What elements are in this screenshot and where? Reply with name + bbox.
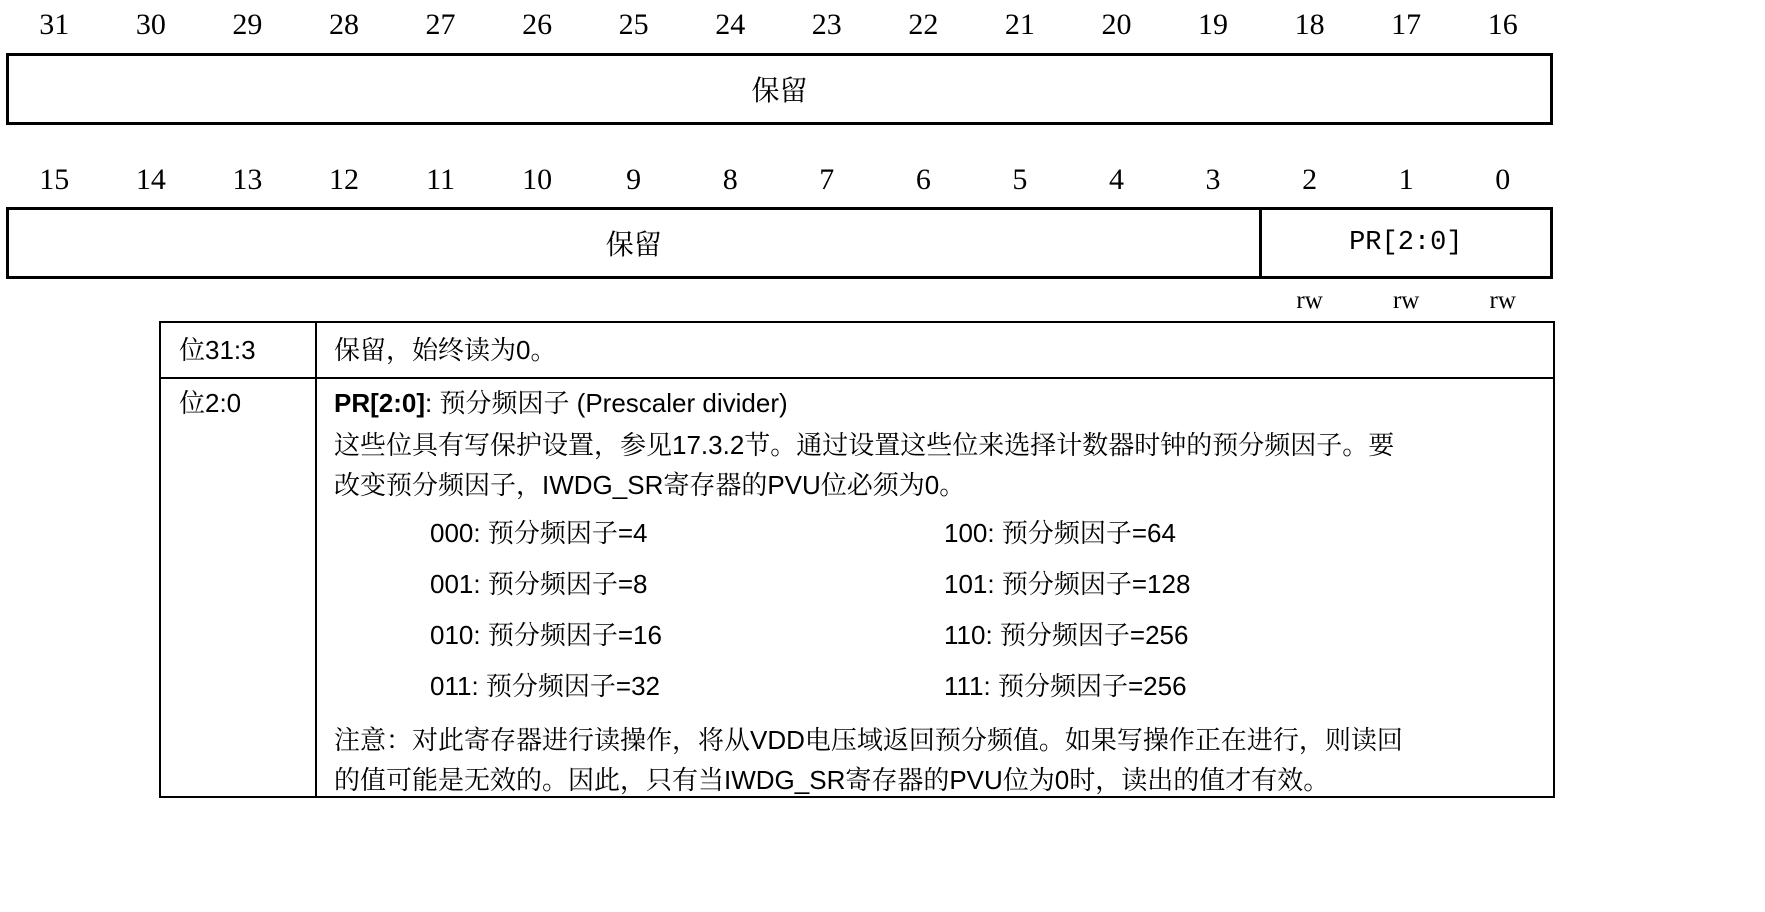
- option-code: 110: [944, 620, 986, 650]
- bit-number: 14: [135, 163, 166, 196]
- bit-number: 23: [811, 8, 842, 41]
- access-type: rw: [1489, 287, 1516, 314]
- bit-number: 9: [626, 163, 642, 196]
- bit-number: 31: [39, 8, 70, 41]
- table-row: [161, 323, 1553, 379]
- option-text: : 预分频因子=256: [983, 671, 1187, 701]
- bit-number: 28: [328, 8, 359, 41]
- bit-number: 20: [1101, 8, 1132, 41]
- bit-description: [334, 387, 1541, 800]
- prescaler-options: [334, 513, 1541, 718]
- bit-number: 8: [722, 163, 738, 196]
- bit-number: 3: [1205, 163, 1221, 196]
- bit-number: 25: [618, 8, 649, 41]
- bit-number: 11: [426, 163, 455, 196]
- bit-number-row-upper: [6, 5, 1551, 45]
- bit-number: 13: [232, 163, 263, 196]
- bit-description: 保留，始终读为0。: [334, 335, 557, 365]
- bit-number: 16: [1487, 8, 1518, 41]
- note-line: 注意：对此寄存器进行读操作，将从VDD电压域返回预分频值。如果写操作正在进行，则读回: [334, 725, 1403, 755]
- option-code: 011: [430, 671, 472, 701]
- prescaler-option: [430, 513, 647, 553]
- option-text: : 预分频因子=8: [473, 569, 648, 599]
- bit-number: 1: [1398, 163, 1414, 196]
- bit-number: 15: [39, 163, 70, 196]
- reserved-field-upper: 保留: [751, 74, 808, 107]
- paragraph-line: 改变预分频因子，IWDG_SR寄存器的PVU位必须为0。: [334, 470, 966, 500]
- bit-number: 22: [908, 8, 939, 41]
- bit-number: 12: [328, 163, 359, 196]
- register-fields-upper: [6, 53, 1553, 125]
- option-code: 101: [944, 569, 988, 599]
- reserved-field-lower: 保留: [605, 228, 662, 261]
- bit-description-table: [159, 321, 1555, 798]
- paragraph-line: 这些位具有写保护设置，参见17.3.2节。通过设置这些位来选择计数器时钟的预分频因子。要: [334, 430, 1395, 460]
- prescaler-option: [430, 666, 660, 706]
- prescaler-option: [430, 564, 647, 604]
- bit-number-row-lower: [6, 160, 1551, 200]
- field-title-rest: : 预分频因子 (Prescaler divider): [425, 388, 788, 418]
- bit-number: 27: [425, 8, 456, 41]
- bit-number: 29: [232, 8, 263, 41]
- option-code: 010: [430, 620, 474, 650]
- option-code: 111: [944, 671, 984, 701]
- prescaler-option: [944, 615, 1188, 655]
- register-fields-lower: [6, 207, 1553, 279]
- bit-number: 10: [522, 163, 553, 196]
- pr-field: PR[2:0]: [1259, 210, 1550, 276]
- bit-number: 5: [1012, 163, 1028, 196]
- option-text: : 预分频因子=128: [987, 569, 1191, 599]
- bit-number: 26: [522, 8, 553, 41]
- field-title: [334, 387, 1541, 419]
- bit-range: 位31:3: [179, 335, 256, 365]
- option-text: : 预分频因子=256: [985, 620, 1189, 650]
- prescaler-option: [944, 513, 1176, 553]
- bit-number: 4: [1108, 163, 1124, 196]
- bit-number: 19: [1198, 8, 1229, 41]
- note-line: 的值可能是无效的。因此，只有当IWDG_SR寄存器的PVU位为0时，读出的值才有效。: [334, 765, 1330, 795]
- bit-number: 18: [1294, 8, 1325, 41]
- prescaler-option: [430, 615, 662, 655]
- bit-number: 2: [1302, 163, 1318, 196]
- field-name: PR[2:0]: [334, 388, 426, 418]
- bit-number: 24: [715, 8, 746, 41]
- option-text: : 预分频因子=32: [471, 671, 661, 701]
- prescaler-option: [944, 564, 1190, 604]
- bit-number: 0: [1495, 163, 1511, 196]
- access-type: rw: [1392, 287, 1420, 314]
- table-row: [161, 379, 1553, 796]
- option-text: : 预分频因子=16: [473, 620, 662, 650]
- prescaler-option: [944, 666, 1187, 706]
- option-text: : 预分频因子=4: [473, 518, 648, 548]
- bit-number: 30: [135, 8, 166, 41]
- access-row: [6, 286, 1551, 326]
- option-code: 001: [430, 569, 474, 599]
- bit-number: 7: [819, 163, 835, 196]
- option-code: 100: [944, 518, 988, 548]
- option-code: 000: [430, 518, 474, 548]
- bit-range: 位2:0: [179, 388, 242, 418]
- option-text: : 预分频因子=64: [987, 518, 1176, 548]
- bit-number: 21: [1004, 8, 1035, 41]
- bit-number: 17: [1391, 8, 1422, 41]
- bit-number: 6: [915, 163, 931, 196]
- access-type: rw: [1296, 287, 1323, 314]
